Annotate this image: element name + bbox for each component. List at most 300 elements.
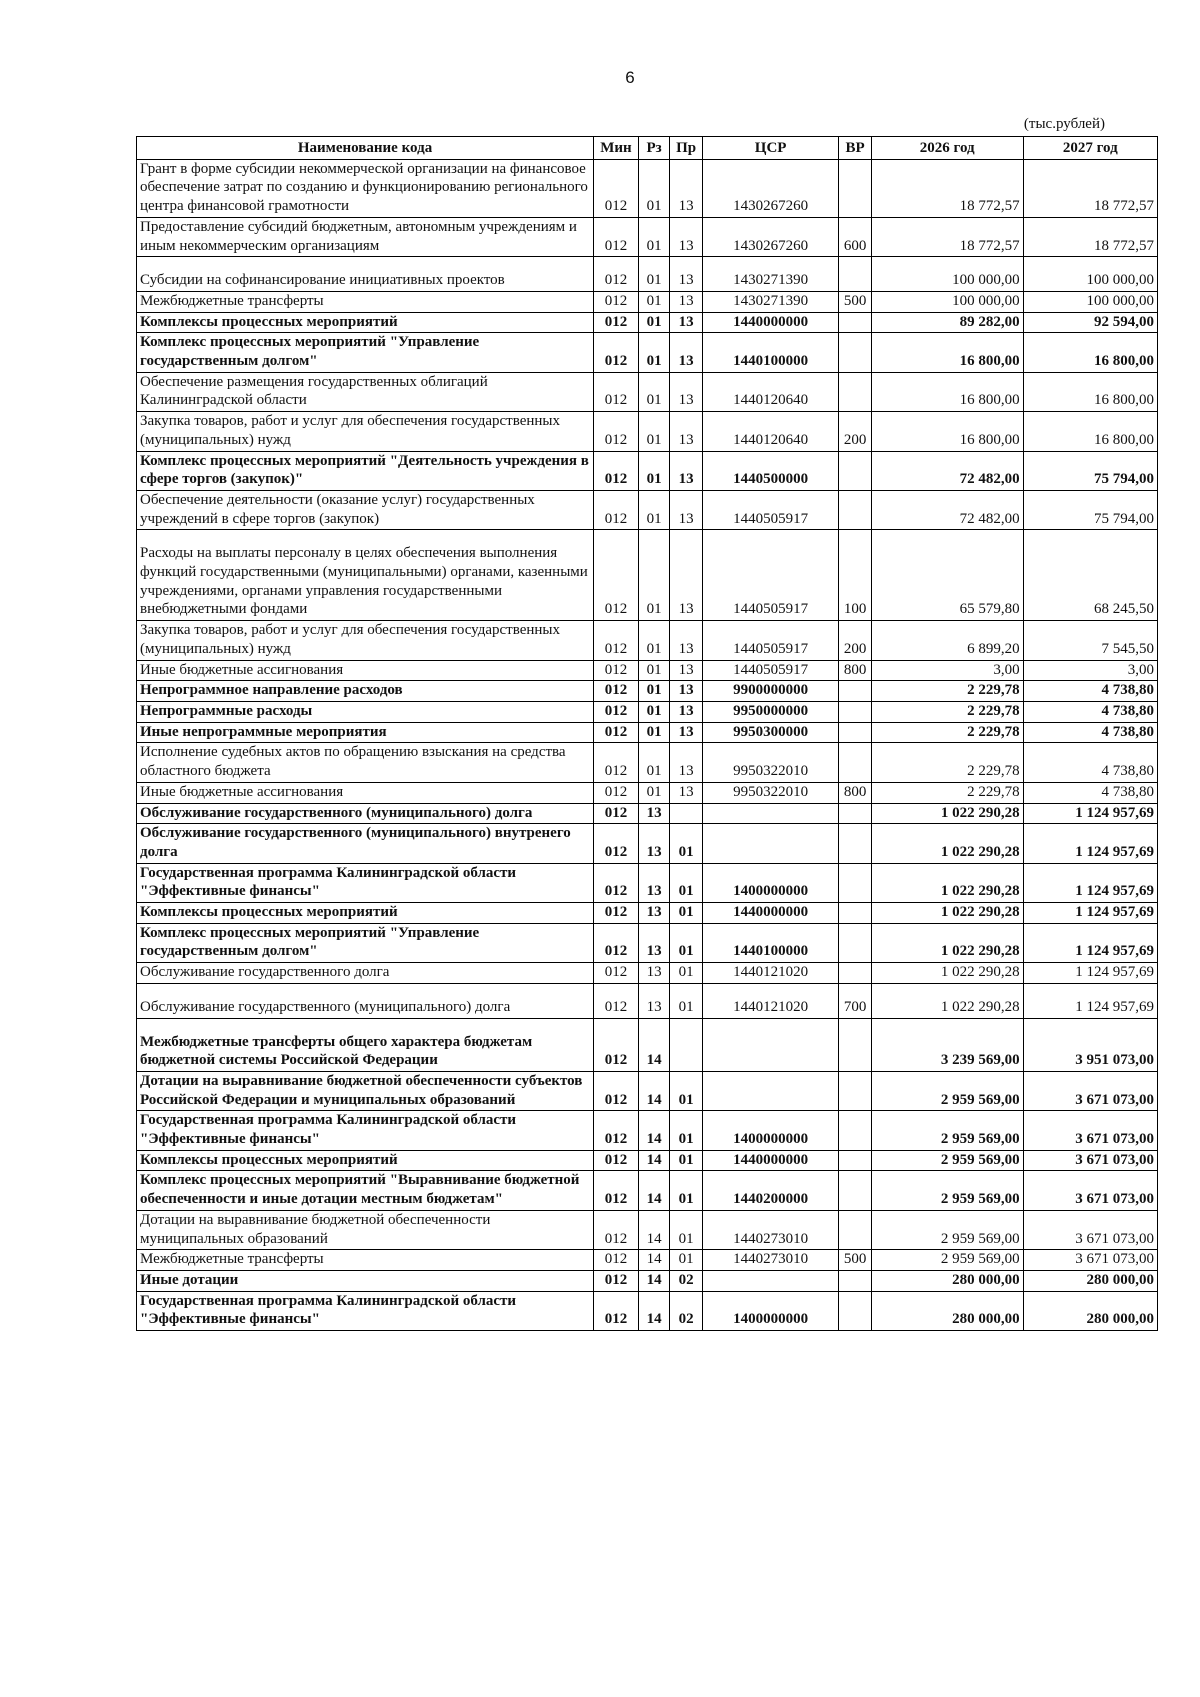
row-min: 012 [594, 1171, 639, 1210]
row-min: 012 [594, 660, 639, 681]
row-vr [839, 803, 872, 824]
row-pr: 13 [670, 782, 703, 803]
row-min: 012 [594, 1111, 639, 1150]
table-row [137, 803, 1158, 824]
row-2027: 3 671 073,00 [1023, 1171, 1157, 1210]
row-rz: 13 [638, 903, 670, 924]
row-csr [702, 1071, 838, 1110]
row-rz: 01 [638, 530, 670, 621]
table-header-row [137, 137, 1158, 160]
table-row [137, 701, 1158, 722]
row-min: 012 [594, 1071, 639, 1110]
row-rz: 13 [638, 863, 670, 902]
row-vr: 200 [839, 412, 872, 451]
row-rz: 01 [638, 743, 670, 782]
row-2027: 1 124 957,69 [1023, 903, 1157, 924]
row-name: Комплекс процессных мероприятий "Управление государственным долгом" [137, 333, 594, 372]
row-vr [839, 490, 872, 529]
row-name: Обслуживание государственного (муниципального) долга [137, 803, 594, 824]
row-rz: 01 [638, 490, 670, 529]
row-2026: 2 229,78 [871, 782, 1023, 803]
row-csr: 1440000000 [702, 1150, 838, 1171]
row-min: 012 [594, 824, 639, 863]
row-2026: 1 022 290,28 [871, 824, 1023, 863]
row-2027: 3 951 073,00 [1023, 1018, 1157, 1071]
row-rz: 01 [638, 291, 670, 312]
row-csr: 1400000000 [702, 1291, 838, 1330]
row-csr [702, 824, 838, 863]
row-min: 012 [594, 451, 639, 490]
row-2027: 3 671 073,00 [1023, 1210, 1157, 1249]
row-vr [839, 1018, 872, 1071]
row-csr: 1440505917 [702, 530, 838, 621]
table-row [137, 782, 1158, 803]
table-row [137, 1171, 1158, 1210]
row-2027: 280 000,00 [1023, 1291, 1157, 1330]
row-name: Иные непрограммные мероприятия [137, 722, 594, 743]
row-vr [839, 1270, 872, 1291]
row-vr: 800 [839, 660, 872, 681]
row-pr: 01 [670, 1150, 703, 1171]
row-rz: 01 [638, 681, 670, 702]
row-pr [670, 803, 703, 824]
row-rz: 01 [638, 412, 670, 451]
row-min: 012 [594, 681, 639, 702]
row-min: 012 [594, 963, 639, 984]
row-name: Обеспечение размещения государственных облигаций Калининградской области [137, 372, 594, 411]
table-row [137, 333, 1158, 372]
row-pr [670, 1018, 703, 1071]
row-vr [839, 963, 872, 984]
row-2027: 92 594,00 [1023, 312, 1157, 333]
row-min: 012 [594, 257, 639, 292]
table-row [137, 490, 1158, 529]
row-name: Иные бюджетные ассигнования [137, 660, 594, 681]
row-2027: 16 800,00 [1023, 372, 1157, 411]
row-name: Непрограммные расходы [137, 701, 594, 722]
row-min: 012 [594, 722, 639, 743]
row-2026: 2 959 569,00 [871, 1071, 1023, 1110]
row-vr [839, 923, 872, 962]
row-vr [839, 451, 872, 490]
row-name: Грант в форме субсидии некоммерческой организации на финансовое обеспечение затрат по созданию и функционированию регионального центра финансовой грамотности [137, 159, 594, 217]
row-min: 012 [594, 159, 639, 217]
row-2026: 72 482,00 [871, 490, 1023, 529]
row-2026: 72 482,00 [871, 451, 1023, 490]
header-csr: ЦСР [702, 137, 838, 160]
row-pr: 01 [670, 1171, 703, 1210]
row-vr [839, 701, 872, 722]
row-2026: 18 772,57 [871, 159, 1023, 217]
row-vr [839, 903, 872, 924]
row-rz: 14 [638, 1150, 670, 1171]
row-csr: 1400000000 [702, 1111, 838, 1150]
row-csr: 1400000000 [702, 863, 838, 902]
row-2026: 100 000,00 [871, 291, 1023, 312]
table-row [137, 530, 1158, 621]
row-2026: 16 800,00 [871, 333, 1023, 372]
table-row [137, 1018, 1158, 1071]
row-2026: 65 579,80 [871, 530, 1023, 621]
row-name: Предоставление субсидий бюджетным, автономным учреждениям и иным некоммерческим организациям [137, 217, 594, 256]
row-2027: 3 671 073,00 [1023, 1150, 1157, 1171]
row-rz: 14 [638, 1171, 670, 1210]
row-vr: 500 [839, 1250, 872, 1271]
row-2027: 4 738,80 [1023, 701, 1157, 722]
row-rz: 01 [638, 660, 670, 681]
row-csr: 9950000000 [702, 701, 838, 722]
row-min: 012 [594, 1018, 639, 1071]
row-2027: 1 124 957,69 [1023, 983, 1157, 1018]
row-2027: 75 794,00 [1023, 490, 1157, 529]
row-vr: 800 [839, 782, 872, 803]
table-row [137, 159, 1158, 217]
row-pr: 13 [670, 451, 703, 490]
header-min: Мин [594, 137, 639, 160]
row-pr: 01 [670, 824, 703, 863]
row-csr: 9900000000 [702, 681, 838, 702]
row-min: 012 [594, 1270, 639, 1291]
row-2026: 2 229,78 [871, 743, 1023, 782]
row-vr: 500 [839, 291, 872, 312]
row-name: Обеспечение деятельности (оказание услуг) государственных учреждений в сфере торгов (закупок) [137, 490, 594, 529]
row-name: Комплексы процессных мероприятий [137, 1150, 594, 1171]
header-rz: Рз [638, 137, 670, 160]
table-row [137, 451, 1158, 490]
row-csr: 1440505917 [702, 621, 838, 660]
row-csr [702, 803, 838, 824]
row-2026: 2 959 569,00 [871, 1210, 1023, 1249]
row-min: 012 [594, 1210, 639, 1249]
row-min: 012 [594, 490, 639, 529]
table-row [137, 217, 1158, 256]
row-csr: 1440121020 [702, 983, 838, 1018]
row-rz: 13 [638, 983, 670, 1018]
row-min: 012 [594, 530, 639, 621]
row-name: Обслуживание государственного долга [137, 963, 594, 984]
row-pr: 01 [670, 983, 703, 1018]
row-name: Дотации на выравнивание бюджетной обеспеченности муниципальных образований [137, 1210, 594, 1249]
row-rz: 01 [638, 312, 670, 333]
row-rz: 01 [638, 217, 670, 256]
row-csr: 9950300000 [702, 722, 838, 743]
row-rz: 14 [638, 1071, 670, 1110]
row-vr [839, 722, 872, 743]
row-name: Государственная программа Калининградской области "Эффективные финансы" [137, 1111, 594, 1150]
row-rz: 13 [638, 963, 670, 984]
row-vr [839, 824, 872, 863]
row-pr: 02 [670, 1270, 703, 1291]
row-min: 012 [594, 621, 639, 660]
row-pr: 02 [670, 1291, 703, 1330]
row-pr: 01 [670, 903, 703, 924]
table-row [137, 824, 1158, 863]
row-2027: 100 000,00 [1023, 291, 1157, 312]
row-min: 012 [594, 333, 639, 372]
row-csr: 1440120640 [702, 372, 838, 411]
row-rz: 14 [638, 1210, 670, 1249]
row-2026: 1 022 290,28 [871, 903, 1023, 924]
row-min: 012 [594, 312, 639, 333]
row-2027: 280 000,00 [1023, 1270, 1157, 1291]
row-pr: 01 [670, 1071, 703, 1110]
table-row [137, 372, 1158, 411]
row-pr: 13 [670, 660, 703, 681]
row-name: Государственная программа Калининградской области "Эффективные финансы" [137, 863, 594, 902]
row-csr: 1440273010 [702, 1210, 838, 1249]
header-vr: ВР [839, 137, 872, 160]
row-2026: 2 959 569,00 [871, 1250, 1023, 1271]
row-rz: 13 [638, 923, 670, 962]
row-rz: 01 [638, 257, 670, 292]
header-2027: 2027 год [1023, 137, 1157, 160]
row-csr: 1440000000 [702, 903, 838, 924]
row-2026: 16 800,00 [871, 372, 1023, 411]
row-csr: 1430271390 [702, 291, 838, 312]
row-pr: 01 [670, 863, 703, 902]
row-name: Непрограммное направление расходов [137, 681, 594, 702]
row-csr: 9950322010 [702, 782, 838, 803]
row-csr: 1440505917 [702, 660, 838, 681]
table-row [137, 863, 1158, 902]
row-rz: 01 [638, 333, 670, 372]
row-2026: 1 022 290,28 [871, 983, 1023, 1018]
row-csr: 1440500000 [702, 451, 838, 490]
row-vr [839, 1150, 872, 1171]
row-vr [839, 681, 872, 702]
row-csr [702, 1018, 838, 1071]
row-min: 012 [594, 903, 639, 924]
row-rz: 13 [638, 824, 670, 863]
table-row [137, 1291, 1158, 1330]
row-pr: 13 [670, 372, 703, 411]
row-2027: 7 545,50 [1023, 621, 1157, 660]
row-name: Государственная программа Калининградской области "Эффективные финансы" [137, 1291, 594, 1330]
row-2026: 2 959 569,00 [871, 1111, 1023, 1150]
row-min: 012 [594, 743, 639, 782]
table-row [137, 743, 1158, 782]
row-name: Закупка товаров, работ и услуг для обеспечения государственных (муниципальных) нужд [137, 621, 594, 660]
row-rz: 01 [638, 451, 670, 490]
row-vr: 100 [839, 530, 872, 621]
row-min: 012 [594, 291, 639, 312]
row-2026: 1 022 290,28 [871, 923, 1023, 962]
row-vr [839, 863, 872, 902]
row-vr [839, 257, 872, 292]
row-csr: 1440100000 [702, 333, 838, 372]
row-min: 012 [594, 782, 639, 803]
page-number: 6 [625, 68, 635, 87]
row-min: 012 [594, 217, 639, 256]
row-csr: 1430267260 [702, 217, 838, 256]
row-2027: 1 124 957,69 [1023, 963, 1157, 984]
row-name: Комплексы процессных мероприятий [137, 903, 594, 924]
row-min: 012 [594, 863, 639, 902]
row-rz: 01 [638, 159, 670, 217]
row-vr: 200 [839, 621, 872, 660]
row-min: 012 [594, 412, 639, 451]
row-2027: 75 794,00 [1023, 451, 1157, 490]
table-row [137, 312, 1158, 333]
table-row [137, 291, 1158, 312]
row-vr [839, 333, 872, 372]
row-min: 012 [594, 983, 639, 1018]
row-2027: 100 000,00 [1023, 257, 1157, 292]
row-pr: 01 [670, 1210, 703, 1249]
row-pr: 13 [670, 412, 703, 451]
row-2026: 16 800,00 [871, 412, 1023, 451]
row-min: 012 [594, 923, 639, 962]
row-pr: 13 [670, 490, 703, 529]
row-vr [839, 743, 872, 782]
row-min: 012 [594, 1250, 639, 1271]
row-2026: 89 282,00 [871, 312, 1023, 333]
row-rz: 14 [638, 1250, 670, 1271]
budget-table [136, 136, 1158, 1331]
row-name: Межбюджетные трансферты общего характера бюджетам бюджетной системы Российской Федерации [137, 1018, 594, 1071]
row-vr [839, 1171, 872, 1210]
row-name: Комплекс процессных мероприятий "Деятельность учреждения в сфере торгов (закупок)" [137, 451, 594, 490]
row-min: 012 [594, 1291, 639, 1330]
row-name: Закупка товаров, работ и услуг для обеспечения государственных (муниципальных) нужд [137, 412, 594, 451]
row-csr: 1440121020 [702, 963, 838, 984]
row-pr: 01 [670, 1250, 703, 1271]
row-pr: 01 [670, 963, 703, 984]
row-vr [839, 372, 872, 411]
row-2026: 3,00 [871, 660, 1023, 681]
row-vr [839, 312, 872, 333]
row-rz: 01 [638, 621, 670, 660]
table-row [137, 681, 1158, 702]
row-csr: 1430267260 [702, 159, 838, 217]
row-2027: 1 124 957,69 [1023, 803, 1157, 824]
row-2026: 6 899,20 [871, 621, 1023, 660]
row-pr: 13 [670, 257, 703, 292]
row-pr: 13 [670, 681, 703, 702]
row-pr: 13 [670, 722, 703, 743]
row-2026: 3 239 569,00 [871, 1018, 1023, 1071]
row-2027: 1 124 957,69 [1023, 923, 1157, 962]
row-name: Расходы на выплаты персоналу в целях обеспечения выполнения функций государственными (муниципальными) органами, казенными учреждениями, органами управления государственными внебюджетными фондами [137, 530, 594, 621]
row-name: Иные бюджетные ассигнования [137, 782, 594, 803]
table-row [137, 903, 1158, 924]
row-pr: 13 [670, 530, 703, 621]
row-vr: 700 [839, 983, 872, 1018]
row-pr: 01 [670, 1111, 703, 1150]
row-csr: 1440000000 [702, 312, 838, 333]
row-csr: 1440100000 [702, 923, 838, 962]
row-name: Обслуживание государственного (муниципального) внутренего долга [137, 824, 594, 863]
row-pr: 13 [670, 333, 703, 372]
table-row [137, 923, 1158, 962]
row-vr [839, 1111, 872, 1150]
table-row [137, 722, 1158, 743]
row-vr [839, 1210, 872, 1249]
table-row [137, 1270, 1158, 1291]
table-row [137, 412, 1158, 451]
row-csr: 1440505917 [702, 490, 838, 529]
row-name: Комплекс процессных мероприятий "Управление государственным долгом" [137, 923, 594, 962]
row-min: 012 [594, 701, 639, 722]
table-row [137, 1250, 1158, 1271]
table-row [137, 983, 1158, 1018]
row-2026: 1 022 290,28 [871, 963, 1023, 984]
table-row [137, 1150, 1158, 1171]
table-row [137, 621, 1158, 660]
row-name: Комплекс процессных мероприятий "Выравнивание бюджетной обеспеченности и иные дотации местным бюджетам" [137, 1171, 594, 1210]
row-2027: 4 738,80 [1023, 722, 1157, 743]
row-csr: 1440200000 [702, 1171, 838, 1210]
row-name: Дотации на выравнивание бюджетной обеспеченности субъектов Российской Федерации и муниципальных образований [137, 1071, 594, 1110]
row-2026: 1 022 290,28 [871, 863, 1023, 902]
row-vr: 600 [839, 217, 872, 256]
row-pr: 13 [670, 621, 703, 660]
row-min: 012 [594, 803, 639, 824]
row-2026: 18 772,57 [871, 217, 1023, 256]
row-vr [839, 1291, 872, 1330]
row-2027: 18 772,57 [1023, 217, 1157, 256]
row-2026: 280 000,00 [871, 1291, 1023, 1330]
row-2026: 2 959 569,00 [871, 1150, 1023, 1171]
row-rz: 14 [638, 1270, 670, 1291]
row-2027: 16 800,00 [1023, 333, 1157, 372]
row-pr: 13 [670, 701, 703, 722]
row-rz: 01 [638, 722, 670, 743]
row-name: Иные дотации [137, 1270, 594, 1291]
table-row [137, 1071, 1158, 1110]
row-2027: 1 124 957,69 [1023, 863, 1157, 902]
row-pr: 13 [670, 217, 703, 256]
row-pr: 13 [670, 159, 703, 217]
row-2027: 3 671 073,00 [1023, 1111, 1157, 1150]
table-row [137, 1111, 1158, 1150]
row-min: 012 [594, 1150, 639, 1171]
row-2027: 4 738,80 [1023, 743, 1157, 782]
header-name: Наименование кода [137, 137, 594, 160]
row-csr [702, 1270, 838, 1291]
row-2027: 3,00 [1023, 660, 1157, 681]
row-name: Исполнение судебных актов по обращению взыскания на средства областного бюджета [137, 743, 594, 782]
table-row [137, 963, 1158, 984]
row-pr: 01 [670, 923, 703, 962]
table-row [137, 1210, 1158, 1249]
row-rz: 14 [638, 1111, 670, 1150]
row-2027: 18 772,57 [1023, 159, 1157, 217]
units-label: (тыс.рублей) [1023, 116, 1105, 132]
row-name: Межбюджетные трансферты [137, 291, 594, 312]
row-rz: 01 [638, 701, 670, 722]
row-vr [839, 159, 872, 217]
row-rz: 14 [638, 1018, 670, 1071]
row-name: Межбюджетные трансферты [137, 1250, 594, 1271]
row-min: 012 [594, 372, 639, 411]
row-rz: 14 [638, 1291, 670, 1330]
row-2026: 280 000,00 [871, 1270, 1023, 1291]
row-2026: 2 229,78 [871, 722, 1023, 743]
table-row [137, 660, 1158, 681]
row-2027: 4 738,80 [1023, 782, 1157, 803]
row-name: Субсидии на софинансирование инициативных проектов [137, 257, 594, 292]
row-2027: 4 738,80 [1023, 681, 1157, 702]
header-2026: 2026 год [871, 137, 1023, 160]
row-csr: 1430271390 [702, 257, 838, 292]
row-rz: 13 [638, 803, 670, 824]
row-2027: 3 671 073,00 [1023, 1071, 1157, 1110]
row-2027: 16 800,00 [1023, 412, 1157, 451]
header-pr: Пр [670, 137, 703, 160]
row-name: Комплексы процессных мероприятий [137, 312, 594, 333]
row-2026: 100 000,00 [871, 257, 1023, 292]
